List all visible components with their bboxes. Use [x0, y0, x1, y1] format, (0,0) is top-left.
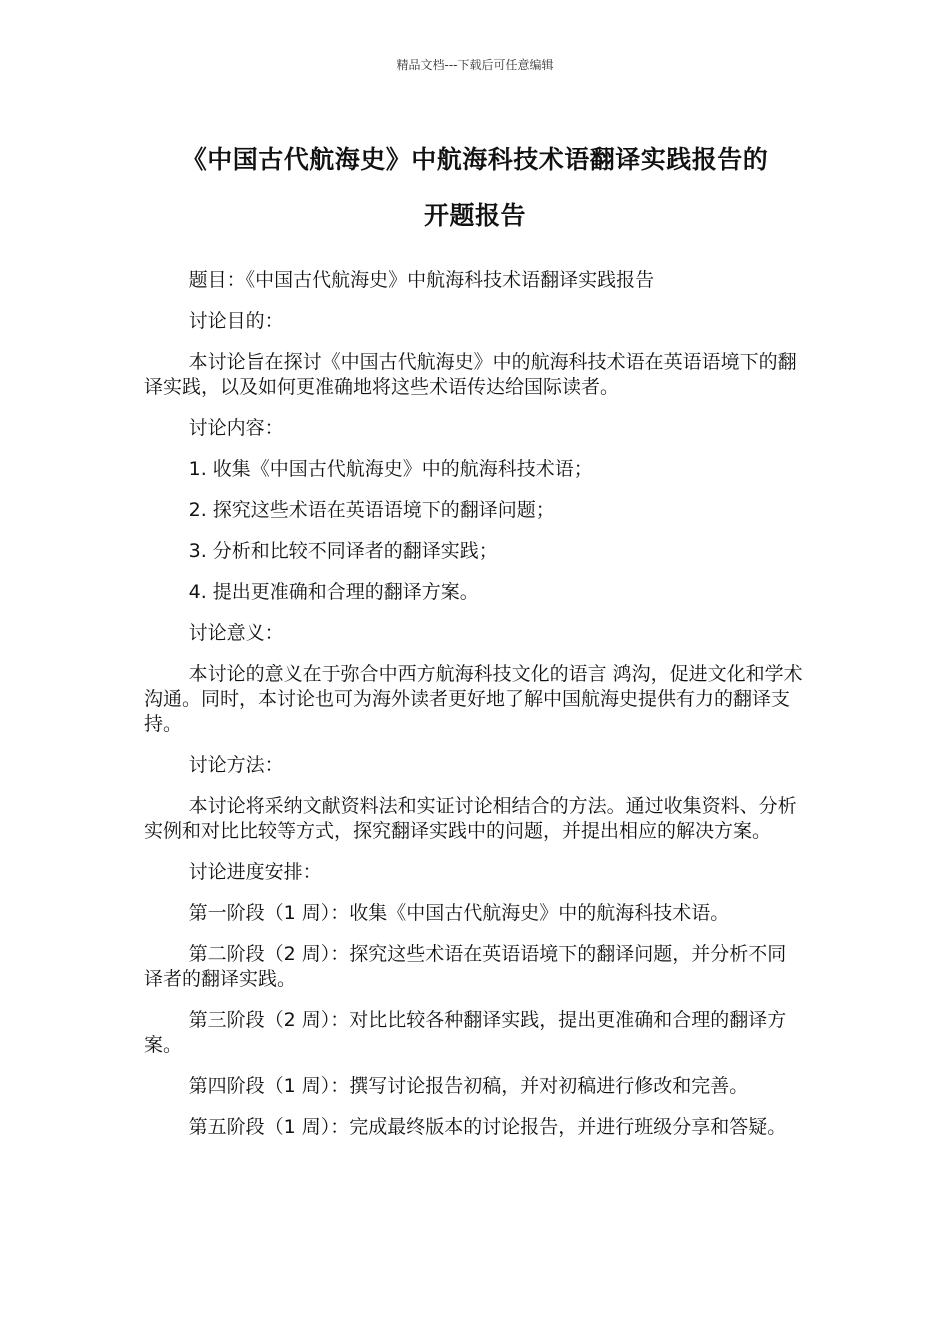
document-title: [140, 132, 810, 244]
section-heading-method: 讨论方法：: [188, 754, 284, 776]
significance-paragraph: 本讨论的意义在于弥合中西方航海科技文化的语言 鸿沟，促进文化和学术沟通。同时，本讨论也可为海外读者更好地了解中国航海史提供有力的翻译支持。: [144, 663, 803, 735]
content-item-1: 1. 收集《中国古代航海史》中的航海科技术语；: [188, 458, 593, 480]
content-item-3: 3. 分析和比较不同译者的翻译实践；: [188, 540, 498, 562]
content-item-4: 4. 提出更准确和合理的翻译方案。: [188, 581, 479, 603]
section-heading-schedule: 讨论进度安排：: [188, 861, 322, 883]
content-item-2: 2. 探究这些术语在英语语境下的翻译问题；: [188, 499, 555, 521]
title-line-2: 开题报告: [423, 201, 526, 230]
section-heading-significance: 讨论意义：: [188, 622, 284, 644]
schedule-phase-5: 第五阶段（1 周）：完成最终版本的讨论报告，并进行班级分享和答疑。: [188, 1116, 787, 1138]
schedule-phase-1: 第一阶段（1 周）：收集《中国古代航海史》中的航海科技术语。: [188, 902, 730, 924]
section-heading-content: 讨论内容：: [188, 417, 284, 439]
header-note: 精品文档---下载后可任意编辑: [396, 58, 554, 72]
purpose-paragraph: 本讨论旨在探讨《中国古代航海史》中的航海科技术语在英语语境下的翻译实践，以及如何更准确地将这些术语传达给国际读者。: [144, 351, 797, 398]
topic-line: 题目：《中国古代航海史》中航海科技术语翻译实践报告: [188, 269, 655, 291]
section-heading-purpose: 讨论目的：: [188, 310, 284, 332]
title-line-1: 《中国古代航海史》中航海科技术语翻译实践报告的: [181, 145, 769, 174]
schedule-phase-2: 第二阶段（2 周）：探究这些术语在英语语境下的翻译问题，并分析不同译者的翻译实践。: [144, 943, 787, 990]
schedule-phase-3: 第三阶段（2 周）：对比比较各种翻译实践，提出更准确和合理的翻译方案。: [144, 1009, 787, 1056]
schedule-phase-4: 第四阶段（1 周）：撰写讨论报告初稿，并对初稿进行修改和完善。: [188, 1075, 749, 1097]
method-paragraph: 本讨论将采纳文献资料法和实证讨论相结合的方法。通过收集资料、分析实例和对比比较等方式，探究翻译实践中的问题，并提出相应的解决方案。: [144, 795, 797, 842]
document-body: [144, 268, 804, 1156]
